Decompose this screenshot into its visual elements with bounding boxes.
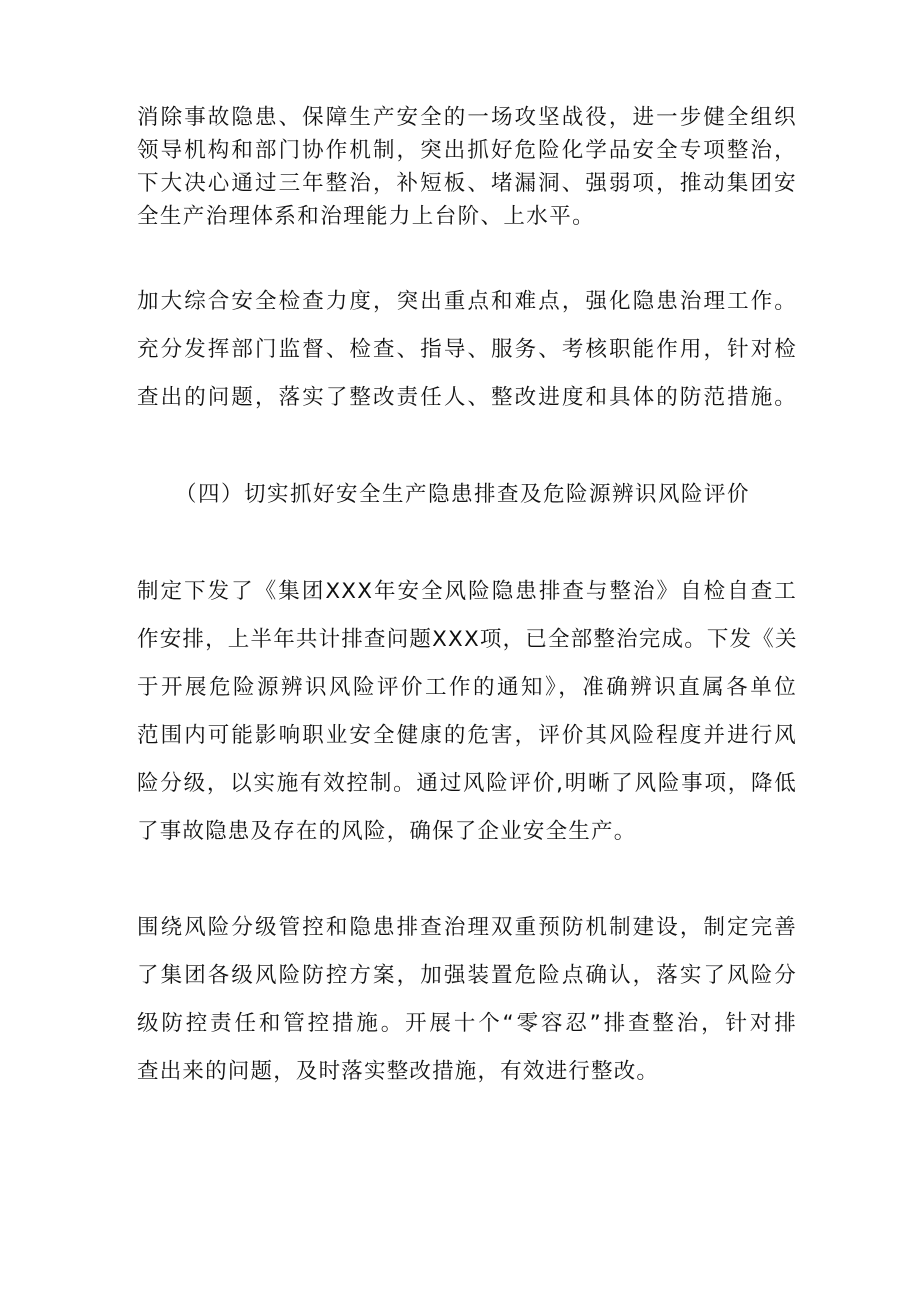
paragraph-line: 下大决心通过三年整治，补短板、堵漏洞、强弱项，推动集团安: [137, 171, 797, 196]
paragraph-line: 充分发挥部门监督、检查、指导、服务、考核职能作用，针对检: [137, 337, 797, 362]
paragraph-line: 作安排，上半年共计排查问题XXX项，已全部整治完成。下发《关: [137, 627, 798, 652]
paragraph-line: 查出来的问题，及时落实整改措施，有效进行整改。: [137, 1059, 660, 1084]
paragraph-line: 了集团各级风险防控方案，加强装置危险点确认，落实了风险分: [137, 963, 797, 988]
paragraph-line: 加大综合安全检查力度，突出重点和难点，强化隐患治理工作。: [137, 289, 797, 314]
paragraph-line: 消除事故隐患、保障生产安全的一场攻坚战役，进一步健全组织: [137, 105, 797, 130]
paragraph-line: 范围内可能影响职业安全健康的危害，评价其风险程度并进行风: [137, 723, 797, 748]
paragraph-line: 制定下发了《集团XXX年安全风险隐患排查与整治》自检自查工: [137, 579, 797, 604]
paragraph-line: 于开展危险源辨识风险评价工作的通知》，准确辨识直属各单位: [137, 675, 797, 700]
paragraph-line: 全生产治理体系和治理能力上台阶、上水平。: [137, 204, 596, 229]
paragraph-line: 险分级，以实施有效控制。通过风险评价,明晰了风险事项，降低: [137, 771, 797, 796]
paragraph-line: 了事故隐患及存在的风险，确保了企业安全生产。: [137, 819, 637, 844]
paragraph-line: 级防控责任和管控措施。开展十个“零容忍”排查整治，针对排: [137, 1011, 797, 1036]
section-heading-text: （四）切实抓好安全生产隐患排查及危险源辨识风险评价: [175, 482, 751, 507]
paragraph-line: 查出的问题，落实了整改责任人、整改进度和具体的防范措施。: [137, 385, 797, 410]
paragraph-line: 领导机构和部门协作机制，突出抓好危险化学品安全专项整治，: [137, 138, 797, 163]
paragraph-line: 围绕风险分级管控和隐患排查治理双重预防机制建设，制定完善: [137, 915, 797, 940]
